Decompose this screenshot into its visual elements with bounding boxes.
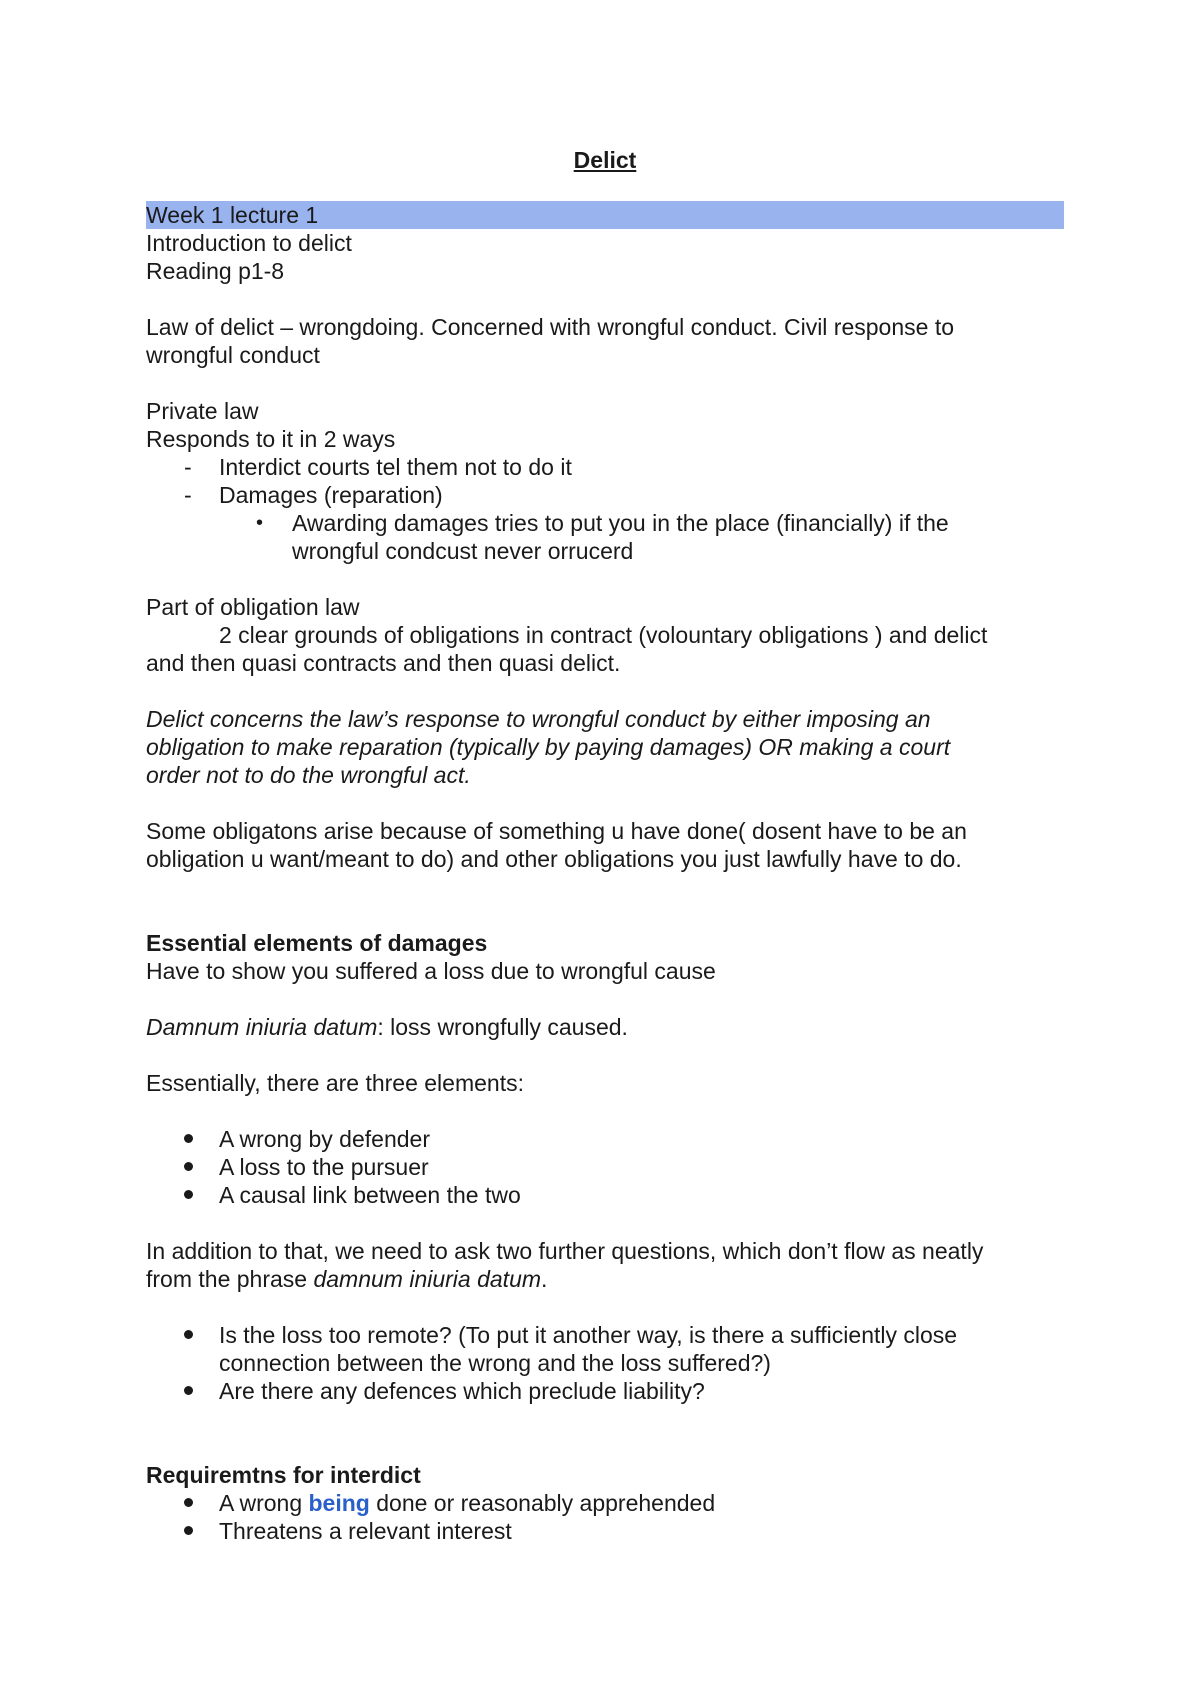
bullet-dot bbox=[184, 1526, 193, 1535]
three-elements-line: Essentially, there are three elements: bbox=[146, 1070, 524, 1096]
interdict-item-post: done or reasonably apprehended bbox=[369, 1490, 716, 1516]
page-title: Delict bbox=[573, 147, 637, 173]
bullet-dot bbox=[184, 1330, 193, 1339]
private-law-heading: Private law bbox=[146, 398, 259, 424]
italic-para-line: obligation to make reparation (typically by paying damages) OR making a court bbox=[146, 734, 951, 760]
interdict-heading: Requiremtns for interdict bbox=[146, 1462, 421, 1488]
obligation-line: 2 clear grounds of obligations in contract (volountary obligations ) and delict bbox=[219, 622, 988, 648]
bullet-dot bbox=[184, 1386, 193, 1395]
law-para-line: wrongful conduct bbox=[146, 342, 320, 368]
italic-para-line: order not to do the wrongful act. bbox=[146, 762, 471, 788]
obligations-para-line: Some obligatons arise because of something u have done( dosent have to be an bbox=[146, 818, 967, 844]
dash-item: Damages (reparation) bbox=[219, 482, 443, 508]
addition-line bbox=[146, 1265, 547, 1293]
sub-bullet-item: wrongful condcust never orrucerd bbox=[292, 538, 634, 564]
reading-line: Reading p1-8 bbox=[146, 258, 285, 284]
question-item: Are there any defences which preclude liability? bbox=[219, 1378, 705, 1404]
question-item: connection between the wrong and the loss suffered?) bbox=[219, 1350, 771, 1376]
interdict-item bbox=[219, 1489, 715, 1517]
intro-line: Introduction to delict bbox=[146, 230, 352, 256]
element-item: A causal link between the two bbox=[219, 1182, 521, 1208]
law-para-line: Law of delict – wrongdoing. Concerned with wrongful conduct. Civil response to bbox=[146, 314, 954, 340]
addition-latin: damnum iniuria datum bbox=[313, 1266, 542, 1292]
bullet-dot bbox=[184, 1190, 193, 1199]
damages-subline: Have to show you suffered a loss due to wrongful cause bbox=[146, 958, 716, 984]
bullet-dot bbox=[184, 1134, 193, 1143]
responds-line: Responds to it in 2 ways bbox=[146, 426, 396, 452]
bullet-dot bbox=[184, 1498, 193, 1507]
interdict-item: Threatens a relevant interest bbox=[219, 1518, 512, 1544]
sub-bullet-item: Awarding damages tries to put you in the place (financially) if the bbox=[292, 510, 949, 536]
element-item: A loss to the pursuer bbox=[219, 1154, 429, 1180]
damages-heading: Essential elements of damages bbox=[146, 930, 488, 956]
interdict-item-pre: A wrong bbox=[219, 1490, 309, 1516]
addition-line: In addition to that, we need to ask two further questions, which don’t flow as neatly bbox=[146, 1238, 984, 1264]
latin-phrase: Damnum iniuria datum bbox=[146, 1014, 378, 1040]
bullet-dot bbox=[184, 1162, 193, 1171]
question-item: Is the loss too remote? (To put it another way, is there a sufficiently close bbox=[219, 1322, 958, 1348]
latin-line bbox=[146, 1013, 628, 1041]
obligation-line: and then quasi contracts and then quasi delict. bbox=[146, 650, 621, 676]
element-item: A wrong by defender bbox=[219, 1126, 430, 1152]
obligation-heading: Part of obligation law bbox=[146, 594, 360, 620]
interdict-highlight: being bbox=[308, 1490, 370, 1516]
italic-para-line: Delict concerns the law’s response to wrongful conduct by either imposing an bbox=[146, 706, 931, 732]
latin-rest: : loss wrongfully caused. bbox=[377, 1014, 628, 1040]
dash-marker: - bbox=[184, 482, 192, 508]
week-heading: Week 1 lecture 1 bbox=[146, 201, 1064, 229]
addition-pre: from the phrase bbox=[146, 1266, 314, 1292]
obligations-para-line: obligation u want/meant to do) and other obligations you just lawfully have to do. bbox=[146, 846, 962, 872]
sub-bullet-marker: • bbox=[256, 512, 264, 534]
dash-item: Interdict courts tel them not to do it bbox=[219, 454, 572, 480]
addition-post: . bbox=[541, 1266, 548, 1292]
dash-marker: - bbox=[184, 454, 192, 480]
